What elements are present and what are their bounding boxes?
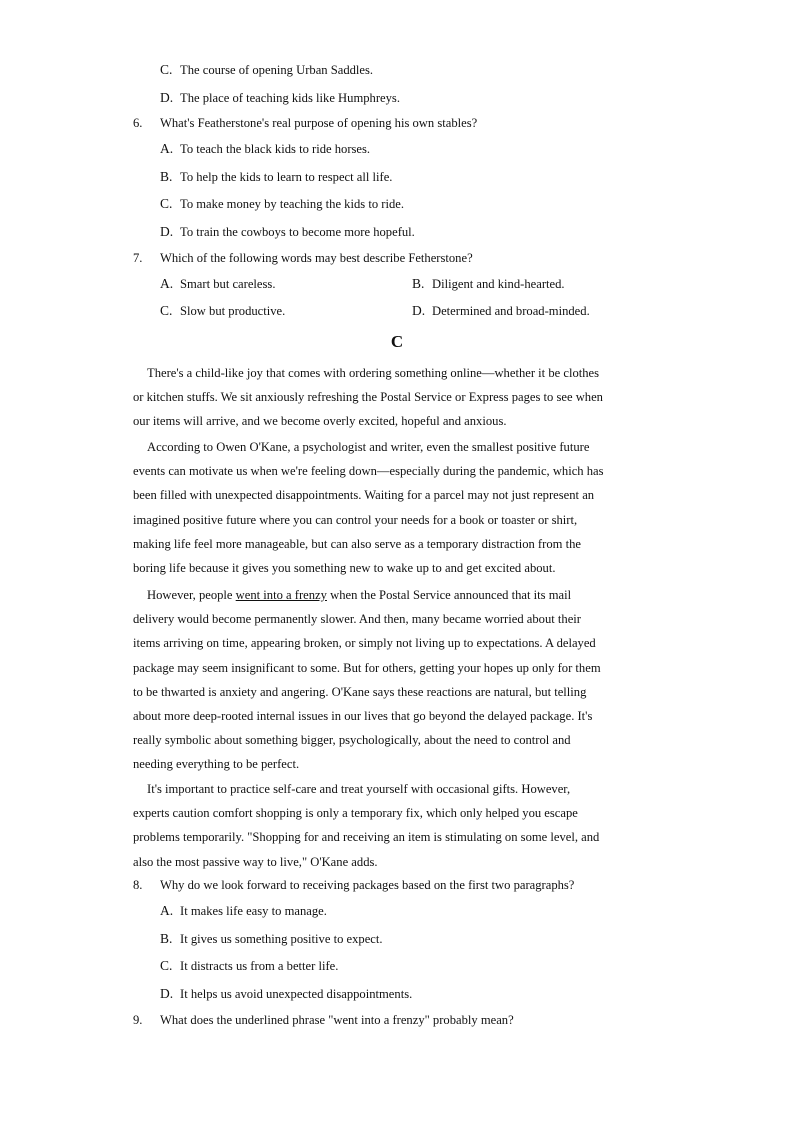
option-letter: A. [160,903,174,918]
passage-line: our items will arrive, and we become overly excited, hopeful and anxious. [133,414,507,429]
q8-option-d [160,986,412,1002]
passage-line: There's a child-like joy that comes with ordering something online—whether it be clothes [147,366,600,380]
option-text: Slow but productive. [180,304,286,318]
passage-paragraph-3 [133,583,663,777]
passage-line: needing everything to be perfect. [133,757,300,772]
passage-line: delivery would become permanently slower. And then, many became worried about their [133,612,581,627]
option-letter: B. [160,169,173,184]
option-letter: C. [160,303,173,318]
underlined-phrase: went into a frenzy [235,588,327,602]
passage-line: problems temporarily. "Shopping for and receiving an item is stimulating on some level, and [133,830,600,845]
option-text: To make money by teaching the kids to ride. [180,197,404,211]
q8-option-b [160,931,383,947]
option-text: It distracts us from a better life. [180,959,339,973]
q7-option-a [160,276,275,292]
q8-number: 8. [133,878,143,892]
option-text: Determined and broad-minded. [432,304,590,318]
option-text: Smart but careless. [180,277,276,291]
option-text: The course of opening Urban Saddles. [180,63,374,77]
passage-paragraph-4 [133,777,663,874]
option-letter: C. [160,62,173,77]
option-letter: B. [160,931,173,946]
q8-question: Why do we look forward to receiving packages based on the first two paragraphs? [160,878,575,892]
q7-question: Which of the following words may best describe Fetherstone? [160,251,473,265]
q6-option-a [160,141,370,157]
passage-line: been filled with unexpected disappointments. Waiting for a parcel may not just represent an [133,488,595,503]
passage-line: imagined positive future where you can control your needs for a book or toaster or shirt, [133,512,578,527]
passage-text: However, people [147,588,236,602]
passage-paragraph-2 [133,435,663,580]
option-letter: D. [160,224,174,239]
passage-line: package may seem insignificant to some. But for others, getting your hopes up only for them [133,660,601,675]
option-letter: C. [160,196,173,211]
passage-line [133,583,663,607]
passage-line: or kitchen stuffs. We sit anxiously refreshing the Postal Service or Express pages to see when [133,390,603,405]
option-text: To teach the black kids to ride horses. [180,142,371,156]
option-letter: C. [160,958,173,973]
option-letter: D. [160,90,174,105]
q6-option-b [160,169,392,185]
q5-option-c [160,62,373,78]
passage-text: when the Postal Service announced that its mail [326,588,572,602]
q7-number: 7. [133,251,143,265]
option-letter: A. [160,141,174,156]
passage-line: experts caution comfort shopping is only a temporary fix, which only helped you escape [133,806,578,821]
q9-question: What does the underlined phrase "went into a frenzy" probably mean? [160,1013,514,1027]
section-heading: C [390,332,404,351]
option-text: It makes life easy to manage. [180,904,327,918]
passage-line: According to Owen O'Kane, a psychologist and writer, even the smallest positive future [147,440,590,454]
option-text: The place of teaching kids like Humphreys. [180,91,400,105]
passage-line: events can motivate us when we're feeling down—especially during the pandemic, which has [133,464,604,479]
q6-question: What's Featherstone's real purpose of opening his own stables? [160,116,478,130]
q9-number: 9. [133,1013,143,1027]
q6-number: 6. [133,116,143,130]
option-text: Diligent and kind-hearted. [432,277,565,291]
q7-option-c [160,303,285,319]
q6-option-c [160,196,404,212]
q6-option-d [160,224,415,240]
passage-line: making life feel more manageable, but can also serve as a temporary distraction from the [133,536,581,551]
option-text: To help the kids to learn to respect all life. [180,170,393,184]
passage-line: also the most passive way to live," O'Kane adds. [133,854,378,869]
q8-option-a [160,903,327,919]
option-text: It gives us something positive to expect. [180,932,383,946]
option-letter: A. [160,276,174,291]
passage-line: items arriving on time, appearing broken, or simply not living up to expectations. A delayed [133,636,596,651]
q7-option-b [412,276,565,292]
passage-line: boring life because it gives you something new to wake up to and get excited about. [133,561,556,576]
passage-line: It's important to practice self-care and treat yourself with occasional gifts. However, [147,782,571,796]
passage-line: to be thwarted is anxiety and angering. O'Kane says these reactions are natural, but telling [133,684,587,699]
passage-line: about more deep-rooted internal issues in our lives that go beyond the delayed package. It's [133,709,593,724]
q5-option-d [160,90,400,106]
option-text: To train the cowboys to become more hopeful. [180,225,415,239]
option-letter: D. [160,986,174,1001]
passage-line: really symbolic about something bigger, psychologically, about the need to control and [133,733,571,748]
option-letter: D. [412,303,426,318]
option-text: It helps us avoid unexpected disappointments. [180,987,413,1001]
q7-option-d [412,303,590,319]
option-letter: B. [412,276,425,291]
passage-paragraph-1 [133,361,663,434]
q8-option-c [160,958,338,974]
